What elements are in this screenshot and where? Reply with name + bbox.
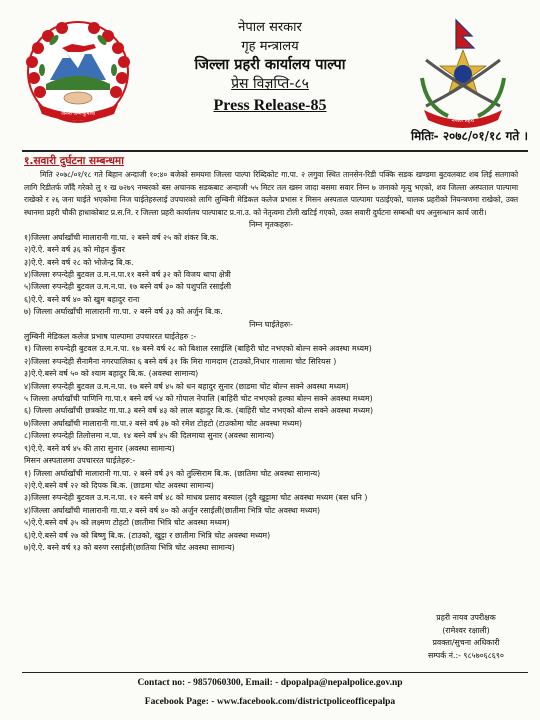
list-item: १) जिल्ला अर्घाखाँची मालारानी गा.पा. २ बस्ने वर्ष ३९ को तुल्सिराम बि.क. (छातिमा चोट अवस्था सामान्य): [24, 468, 321, 478]
letterhead: [140, 18, 400, 115]
press-release-title-nepali: प्रेस विज्ञप्ति-८५: [231, 76, 309, 92]
list-item: २)ऐ.ऐ.बस्ने वर्ष २२ को दिपक बि.क. (छाडमा चोट अवस्था सामान्य): [24, 480, 214, 490]
list-item: २)ऐ.ऐ. बस्ने वर्ष ३६ को मोहन कुँवर: [24, 245, 125, 255]
lumbini-heading: लुम्बिनी मेडिकल कलेज प्रभाष पाल्पामा उपचाररत घाईतेहरु :-: [24, 332, 197, 342]
list-item: ४)जिल्ला रुपन्देही बुटवल उ.म.न.पा.११ बस्ने वर्ष ३२ को विजय थापा क्षेत्री: [24, 270, 231, 279]
signature-block: [410, 612, 522, 662]
ministry-name: गृह मन्त्रालय: [241, 39, 299, 54]
signatory-title: प्रहरी नायव उपरीक्षक: [436, 613, 496, 622]
deceased-heading: निम्न मृतकहरुः-: [248, 220, 294, 230]
list-item: ७)ऐ.ऐ. बस्ने वर्ष १३ को बरुण रसाईली(छातिया भित्रि चोट अवस्था सामान्य): [24, 542, 235, 552]
signatory-name: (रामेश्वर रक्षाली): [442, 625, 490, 635]
nepal-police-emblem-icon: [404, 18, 522, 130]
press-release-title-english: Press Release-85: [213, 97, 327, 114]
list-item: ३)जिल्ला रुपन्देही बुटवल उ.म.न.पा. १२ बस्ने वर्ष ४८ को माधब प्रसाद बस्याल (दुवै खुट्टामा चोट अवस्था मध्यम (बस धनि ): [24, 493, 368, 503]
list-item: ३)ऐ.ऐ. बस्ने वर्ष २८ को भोजेन्द्र बि.क.: [24, 257, 134, 267]
mission-heading: मिसन अस्पतालमा उपचाररत घाईतेहरु:-: [24, 456, 136, 466]
list-item: ७) जिल्ला अर्घाखाँची मालारानी गा.पा. २ बस्ने वर्ष ३३ को अर्जुन बि.क.: [24, 307, 223, 317]
list-item: १) जिल्ला रुपन्देही बुटवल उ.म.न.पा. १७ बस्ने वर्ष २८ को बिशाल रसाईलि (बाहिरी चोट नभएको बोल्न सक्ने अवस्था मध्यम): [24, 344, 372, 354]
footer-divider: [22, 672, 528, 673]
signatory-role: प्रवक्ता/सुचना अधिकारी: [432, 638, 500, 648]
signatory-contact: सम्पर्क नं.:- ९८५७०६८६९०: [428, 650, 504, 660]
list-item: ६)ऐ.ऐ.बस्ने वर्ष २७ को बिष्णु बि.क. (टाउको, खुट्टा र छातीमा भित्रि चोट अवस्था मध्यम): [24, 530, 271, 540]
list-item: ५)जिल्ला रुपन्देही बुटवल उ.म.न.पा. १७ बस्ने वर्ष ३० को पशुपति रसाईली: [24, 282, 231, 292]
injured-heading: निम्न घाईतेहरुः-: [249, 319, 293, 329]
header-divider: [22, 150, 528, 152]
incident-paragraph: मिति २०७८/०१/१८ गते बिहान अन्दाजी १०:४० बजेको समयमा जिल्ला पाल्पा रिब्दिकोट गा.पा. २ लगुवा स्थित तानसेन-रिडी पक्कि सडक खण्डमा बुटवलबाट शब लिई सतगाको लागि रिडीतर्फ जाँदै गरेको लु १ ख ७२७९ नम्बरको बस अचानक सडकबाट अन्दाजी ५५ मिटर तल खस्न जादा बसमा सवार निम्न ७ जनाको मृत्यु भएको, शव जिल्ला अस्पताल पाल्पामा राखेको र २६ जना घाईते भएकोमा निज घाईतेहरुलाई उपचारको लागि लुम्बिनी मेडिकल कलेज प्रभास र मिसन अस्पताल पाल्पामा पठाईएको, चालक प्रहरीको नियन्त्रणमा राखेको, उक्त स्थानमा प्रहरी चौकी हाधाकोबाट प्र.स.नि. र जिल्ला प्रहरी कार्यालय पाल्पाबाट प्र.ना.उ. को नेतृत्वमा टोली खटिई गएको, उक्त सवारी दुर्घटना सम्बन्धी थप अनुसन्धान कार्य जारी।: [24, 170, 518, 217]
list-item: ९)ऐ.ऐ. बस्ने वर्ष ४५ की तारा सुनार (अवस्था सामान्य): [24, 443, 175, 453]
government-name: नेपाल सरकार: [238, 20, 302, 35]
section-title: १.सवारी दुर्घटना सम्बन्धमा: [24, 155, 124, 167]
release-date: मितिः- २०७८/०१/१८ गते ।: [411, 129, 528, 143]
svg-text:जननी जन्मभूमिश्च: जननी जन्मभूमिश्च: [61, 111, 95, 117]
list-item: ४)जिल्ला रुपन्देही बुटवल उ.म.न.पा. १७ बस्ने वर्ष ४५ को धन बहादुर सुनार (छाडमा चोट बोल्न सक्ने अवस्था मध्यम): [24, 381, 349, 391]
svg-text:नेपाल प्रहरी: नेपाल प्रहरी: [451, 118, 475, 124]
list-item: ७)जिल्ला अर्घाखाँची मालारानी गा.पा.२ बस्ने वर्ष ३७ को रमेश टोहटो (टाउकोमा चोट अवस्था मध्यम): [24, 418, 303, 428]
office-name: जिल्ला प्रहरी कार्यालय पाल्पा: [194, 57, 346, 73]
list-item: ३)ऐ.ऐ.बस्ने वर्ष ५० को श्याम बहादुर बि.क. (अवस्था सामान्य): [24, 369, 199, 379]
list-item: ४)जिल्ला अर्घाखाँची मालारानी गा.पा.२ बस्ने वर्ष ४० को अर्जुन रसाईली(छातीमा भित्रि चोट अवस्था मध्यम): [24, 505, 321, 515]
list-item: ५)ऐ.ऐ.बस्ने वर्ष ३५ को लक्ष्मण टोहटो (छातीमा भित्रि चोट अवस्था मध्यम): [24, 518, 230, 528]
list-item: ६) जिल्ला अर्घाखाँची छत्रकोट गा.पा.३ बस्ने वर्ष ४३ को लाल बहादुर बि.क. (बाहिरी चोट नभएको बोल्न सक्ने अवस्था मध्यम): [24, 406, 373, 416]
list-item: ८)जिल्ला रुपन्देही तिलोत्तमा न.पा. १४ बस्ने वर्ष ४५ की दिलमाया सुनार (अवस्था सामान्य): [24, 431, 275, 441]
press-release-body: [24, 154, 518, 554]
list-item: २)जिल्ला रुपन्देही सैनामैना नगरपालिका ६ बस्ने वर्ष ३१ कि मिरा गामदाम (टाउको,निधार गालामा चोट सिरियस ): [24, 356, 337, 366]
list-item: ५ जिल्ला अर्घाखाँची पाणिनि गा.पा.१ बस्ने वर्ष ५४ को गोपाल नेपालि (बाहिरी चोट नभएको हल्का बोल्न सक्ने अवस्था मध्यम): [24, 394, 373, 404]
list-item: १)जिल्ला अर्घाखाँची मालारानी गा.पा. २ बस्ने वर्ष २५ को शंकर बि.क.: [24, 232, 219, 242]
footer-contact: Contact no: - 9857060300, Email: - dpopalpa@nepalpolice.gov.np: [137, 678, 403, 688]
nepal-government-emblem-icon: [22, 18, 134, 126]
list-item: ६)ऐ.ऐ. बस्ने वर्ष ४० को खुम बहादुर राना: [24, 294, 140, 304]
footer-facebook: Facebook Page: - www.facebook.com/districtpoliceofficepalpa: [144, 697, 396, 707]
